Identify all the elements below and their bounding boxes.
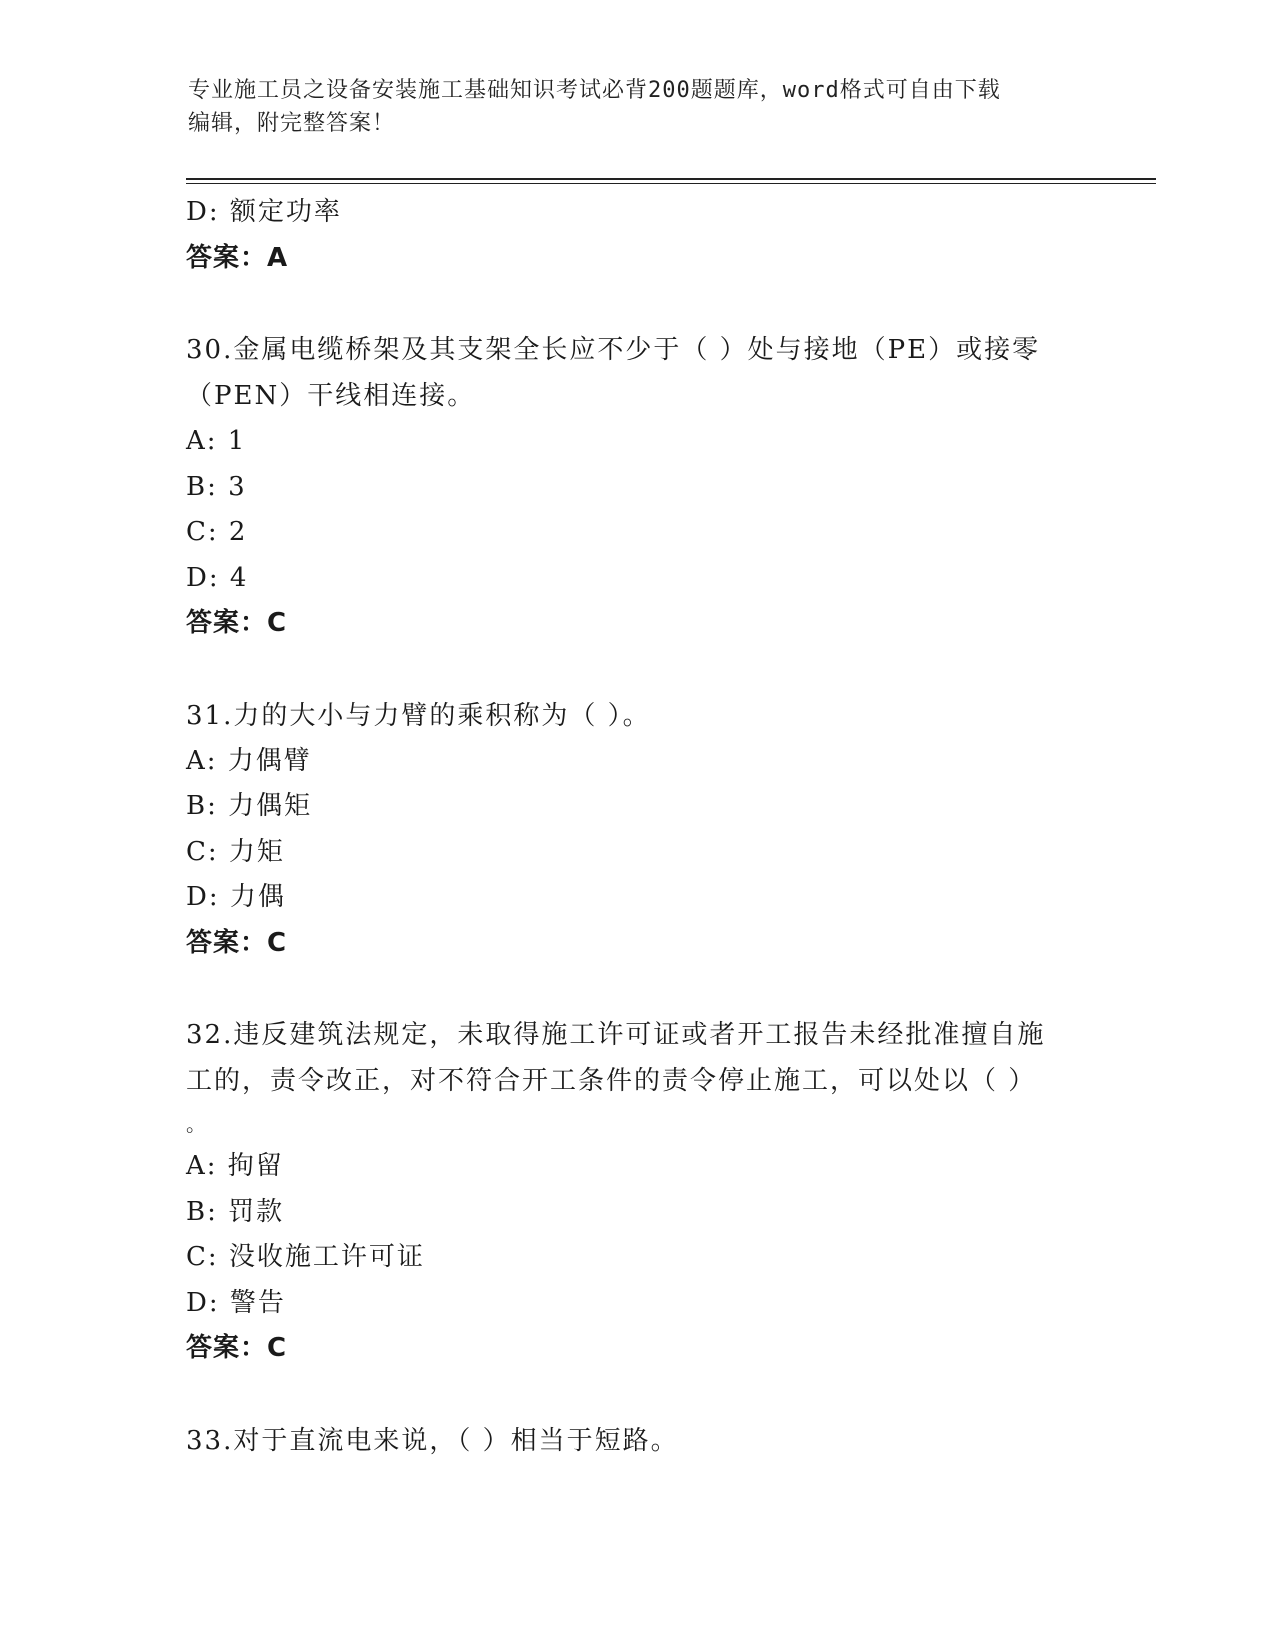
question-text-line: 30.金属电缆桥架及其支架全长应不少于（ ）处与接地（PE）或接零 (186, 335, 1041, 365)
option-d: D: 警告 (186, 1287, 286, 1318)
question-text-line: 。 (186, 1112, 208, 1136)
option-a: A: 拘留 (186, 1151, 284, 1181)
option-a: A: 力偶臂 (186, 745, 312, 776)
option-c: C: 没收施工许可证 (186, 1242, 425, 1272)
header-line-2: 编辑，附完整答案！ (188, 111, 396, 136)
question-text-line: 工的，责令改正，对不符合开工条件的责令停止施工，可以处以（ ） (186, 1066, 1037, 1096)
option-c: C: 力矩 (186, 836, 285, 867)
question-block-32 (186, 1012, 1086, 1372)
question-block-31 (186, 693, 1086, 967)
question-block-30 (186, 327, 1086, 647)
question-text-line: 33.对于直流电来说，（ ）相当于短路。 (186, 1425, 679, 1456)
spacer (186, 647, 1086, 693)
option-d: D: 力偶 (186, 882, 286, 912)
spacer (186, 281, 1086, 327)
answer: 答案：C (186, 1333, 288, 1363)
header-rule-thin (186, 183, 1156, 184)
answer: 答案：A (186, 242, 289, 273)
question-text-line: 31.力的大小与力臂的乘积称为（ ）。 (186, 700, 651, 731)
option-b: B: 力偶矩 (186, 791, 313, 821)
option-d: D: 4 (186, 562, 249, 593)
option-b: B: 3 (186, 471, 247, 502)
answer: 答案：C (186, 608, 288, 638)
question-text-line: （PEN）干线相连接。 (186, 381, 476, 411)
question-block-33 (186, 1418, 1086, 1464)
page-header (188, 74, 1068, 140)
option-b: B: 罚款 (186, 1196, 285, 1227)
question-content (186, 190, 1086, 1464)
question-text-line: 32.违反建筑法规定，未取得施工许可证或者开工报告未经批准擅自施 (186, 1020, 1046, 1050)
spacer (186, 966, 1086, 1012)
answer: 答案：C (186, 927, 288, 958)
header-line-1: 专业施工员之设备安装施工基础知识考试必背200题题库，word格式可自由下载 (188, 78, 1001, 103)
header-rule-thick (186, 178, 1156, 180)
option-a: A: 1 (186, 426, 247, 456)
option-d: D: 额定功率 (186, 197, 342, 227)
spacer (186, 1372, 1086, 1418)
option-c: C: 2 (186, 517, 248, 547)
